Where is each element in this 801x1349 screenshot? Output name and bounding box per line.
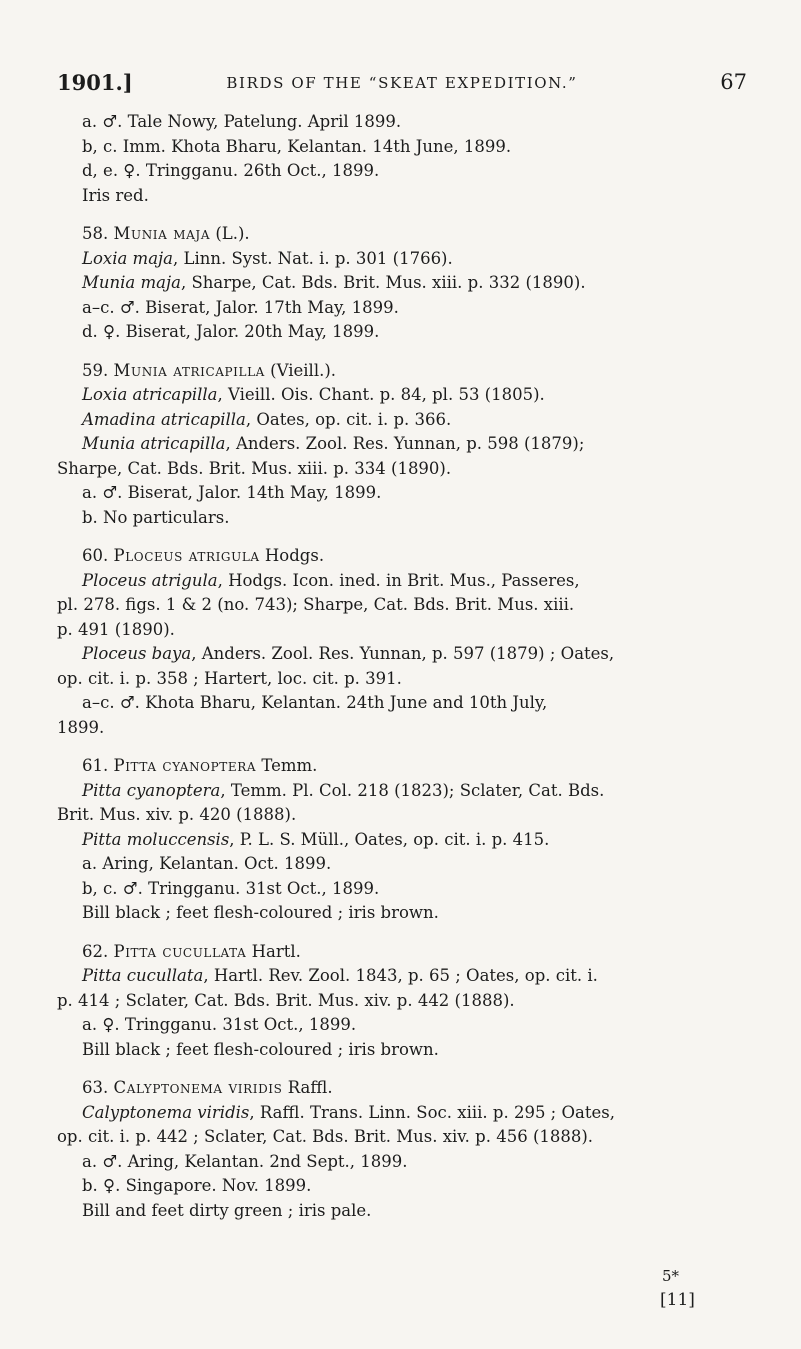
synonym-line: pl. 278. figs. 1 & 2 (no. 743); Sharpe, Cat. Bds. Brit. Mus. xiii. [57, 595, 575, 614]
synonym-line: Ploceus baya, Anders. Zool. Res. Yunnan, p. 597 (1879) ; Oates, [82, 644, 615, 663]
synonym-line: op. cit. i. p. 358 ; Hartert, loc. cit. p. 391. [57, 668, 402, 688]
header-title: BIRDS OF THE “SKEAT EXPEDITION.” [226, 74, 578, 92]
specimen-line: b, c. Imm. Khota Bharu, Kelantan. 14th June, 1899. [82, 136, 512, 156]
synonym-line: Loxia maja, Linn. Syst. Nat. i. p. 301 (1766). [82, 248, 453, 268]
species-heading: 61. Pitta cyanoptera Temm. [82, 756, 318, 775]
specimen-line: b. No particulars. [82, 507, 230, 527]
synonym-line: Pitta cucullata, Hartl. Rev. Zool. 1843, p. 65 ; Oates, op. cit. i. [82, 966, 598, 985]
species-heading: 59. Munia atricapilla (Vieill.). [82, 360, 337, 380]
specimen-line: a–c. ♂. Biserat, Jalor. 17th May, 1899. [82, 297, 399, 317]
synonym-line: Amadina atricapilla, Oates, op. cit. i. p. 366. [82, 409, 452, 429]
specimen-line: a. ♂. Aring, Kelantan. 2nd Sept., 1899. [82, 1151, 408, 1171]
synonym-line: Brit. Mus. xiv. p. 420 (1888). [57, 805, 297, 824]
page-body [57, 110, 747, 1223]
note-line: Iris red. [82, 185, 149, 205]
note-line: Bill and feet dirty green ; iris pale. [82, 1200, 372, 1220]
species-heading: 63. Calyptonema viridis Raffl. [82, 1078, 333, 1097]
specimen-line: a. Aring, Kelantan. Oct. 1899. [82, 854, 332, 873]
specimen-line: b, c. ♂. Tringganu. 31st Oct., 1899. [82, 878, 380, 898]
specimen-line: a–c. ♂. Khota Bharu, Kelantan. 24th June and 10th July, [82, 693, 548, 712]
note-line: Bill black ; feet flesh-coloured ; iris brown. [82, 1039, 439, 1059]
specimen-line: a. ♂. Biserat, Jalor. 14th May, 1899. [82, 483, 382, 502]
note-line: Bill black ; feet flesh-coloured ; iris brown. [82, 903, 439, 922]
synonym-line: p. 414 ; Sclater, Cat. Bds. Brit. Mus. xiv. p. 442 (1888). [57, 990, 515, 1010]
synonym-line: op. cit. i. p. 442 ; Sclater, Cat. Bds. Brit. Mus. xiv. p. 456 (1888). [57, 1127, 594, 1146]
synonym-line: Pitta moluccensis, P. L. S. Müll., Oates, op. cit. i. p. 415. [82, 829, 550, 849]
synonym-line: Munia atricapilla, Anders. Zool. Res. Yunnan, p. 598 (1879); [82, 434, 585, 453]
synonym-line: Loxia atricapilla, Vieill. Ois. Chant. p. 84, pl. 53 (1805). [82, 385, 545, 404]
species-heading: 58. Munia maja (L.). [82, 224, 250, 243]
species-heading: 62. Pitta cucullata Hartl. [82, 941, 301, 961]
synonym-line: Calyptonema viridis, Raffl. Trans. Linn. Soc. xiii. p. 295 ; Oates, [82, 1102, 615, 1122]
synonym-line: Sharpe, Cat. Bds. Brit. Mus. xiii. p. 334 (1890). [57, 458, 452, 478]
specimen-line: d. ♀. Biserat, Jalor. 20th May, 1899. [82, 322, 380, 341]
signature-mark: 5* [662, 1267, 680, 1285]
specimen-line: 1899. [57, 717, 105, 737]
synonym-line: Munia maja, Sharpe, Cat. Bds. Brit. Mus. xiii. p. 332 (1890). [82, 273, 586, 292]
specimen-line: d, e. ♀. Tringganu. 26th Oct., 1899. [82, 161, 380, 180]
specimen-line: a. ♀. Tringganu. 31st Oct., 1899. [82, 1015, 357, 1034]
header-year: 1901.] [57, 70, 133, 95]
synonym-line: Ploceus atrigula, Hodgs. Icon. ined. in Brit. Mus., Passeres, [82, 570, 580, 590]
species-heading: 60. Ploceus atrigula Hodgs. [82, 546, 325, 565]
header-page-number: 67 [720, 70, 747, 94]
specimen-line: a. ♂. Tale Nowy, Patelung. April 1899. [82, 112, 402, 131]
specimen-line: b. ♀. Singapore. Nov. 1899. [82, 1176, 312, 1195]
plate-number: [11] [660, 1290, 695, 1310]
synonym-line: Pitta cyanoptera, Temm. Pl. Col. 218 (1823); Sclater, Cat. Bds. [82, 780, 605, 800]
running-header [57, 70, 747, 100]
synonym-line: p. 491 (1890). [57, 619, 175, 639]
